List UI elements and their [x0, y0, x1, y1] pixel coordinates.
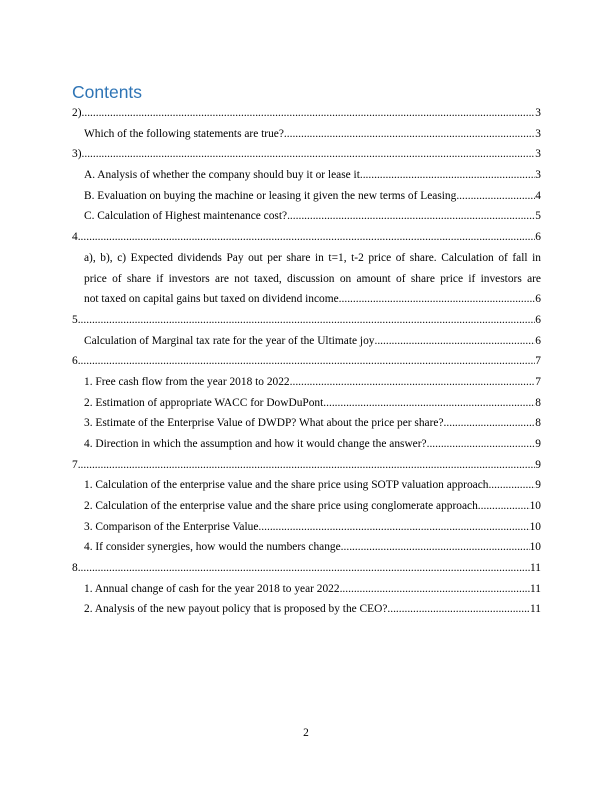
toc-entry-title: 3) [72, 148, 82, 161]
toc-entry-page: 11 [530, 582, 541, 595]
toc-entry-8-2[interactable] [72, 600, 541, 621]
toc-dot-leader [427, 434, 536, 455]
toc-entry-page: 3 [535, 148, 541, 161]
toc-entry-title: 8. [72, 562, 81, 575]
toc-dot-leader [478, 496, 530, 517]
toc-entry-page: 3 [535, 169, 541, 182]
toc-dot-leader [81, 351, 536, 372]
toc-entry-6-2[interactable] [72, 393, 541, 414]
toc-entry-3a[interactable] [72, 165, 541, 186]
toc-dot-leader [81, 558, 530, 579]
page-number: 2 [303, 727, 309, 739]
toc-entry-4abc-line2: price of share if investors are not taxed, discussion on amount of share price if investors are [84, 272, 541, 285]
toc-entry-8-1[interactable] [72, 579, 541, 600]
toc-entry-page: 6 [535, 334, 541, 347]
toc-dot-leader [339, 289, 536, 310]
toc-entry-page: 8 [535, 396, 541, 409]
toc-entry-title: Calculation of Marginal tax rate for the year of the Ultimate joy [84, 334, 375, 347]
toc-dot-leader [82, 103, 536, 124]
toc-entry-title: 6. [72, 355, 81, 368]
toc-entry-title: Which of the following statements are true? [84, 127, 284, 140]
toc-dot-leader [323, 393, 535, 414]
toc-entry-3c[interactable] [72, 206, 541, 227]
toc-dot-leader [82, 144, 536, 165]
toc-entry-title: 4. If consider synergies, how would the numbers change [84, 541, 341, 554]
toc-entry-title: C. Calculation of Highest maintenance cost? [84, 210, 288, 223]
toc-entry-title: 5. [72, 313, 81, 326]
toc-dot-leader [456, 186, 535, 207]
toc-entry-6-4[interactable] [72, 434, 541, 455]
toc-entry-title: 4. Direction in which the assumption and how it would change the answer? [84, 437, 427, 450]
toc-entry-page: 10 [529, 500, 541, 513]
toc-entry-7-3[interactable] [72, 517, 541, 538]
toc-entry-2[interactable] [72, 103, 541, 124]
toc-dot-leader [340, 579, 530, 600]
toc-entry-4abc[interactable] [72, 248, 541, 310]
toc-entry-page: 6 [535, 313, 541, 326]
toc-dot-leader [290, 372, 536, 393]
toc-dot-leader [287, 206, 535, 227]
toc-entry-title: 3. Estimate of the Enterprise Value of DWDP? What about the price per share? [84, 417, 444, 430]
toc-entry-title: 1. Free cash flow from the year 2018 to 2022 [84, 375, 290, 388]
toc-entry-page: 7 [535, 375, 541, 388]
toc-entry-7-4[interactable] [72, 537, 541, 558]
toc-entry-8[interactable] [72, 558, 541, 579]
toc-entry-page: 9 [535, 479, 541, 492]
toc-dot-leader [284, 124, 535, 145]
toc-entry-title: 4. [72, 231, 81, 244]
toc-entry-4[interactable] [72, 227, 541, 248]
toc-dot-leader [360, 165, 535, 186]
toc-entry-title: 1. Calculation of the enterprise value and the share price using SOTP valuation approach [84, 479, 489, 492]
toc-entry-5[interactable] [72, 310, 541, 331]
toc-entry-page: 7 [535, 355, 541, 368]
toc-entry-4abc-page: 6 [535, 293, 541, 306]
toc-entry-page: 11 [530, 603, 541, 616]
toc-entry-page: 10 [529, 541, 541, 554]
toc-dot-leader [81, 310, 536, 331]
toc-dot-leader [444, 413, 536, 434]
toc-entry-title: B. Evaluation on buying the machine or leasing it given the new terms of Leasing [84, 189, 457, 202]
toc-dot-leader [81, 227, 536, 248]
toc-entry-3b[interactable] [72, 186, 541, 207]
toc-entry-page: 10 [529, 520, 541, 533]
toc-entry-4abc-line1: a), b), c) Expected dividends Pay out per share in t=1, t-2 price of share. Calculation of fall in [84, 251, 541, 264]
toc-entry-page: 6 [535, 231, 541, 244]
toc-entry-title: 3. Comparison of the Enterprise Value [84, 520, 259, 533]
toc-entry-page: 5 [535, 210, 541, 223]
toc-entry-title: 2. Estimation of appropriate WACC for DowDuPont [84, 396, 324, 409]
toc-entry-6[interactable] [72, 351, 541, 372]
toc-entry-page: 9 [535, 458, 541, 471]
toc-entry-page: 3 [535, 106, 541, 119]
toc-entry-7[interactable] [72, 455, 541, 476]
toc-entry-7-1[interactable] [72, 475, 541, 496]
toc-entry-title: 2) [72, 106, 82, 119]
toc-entry-3[interactable] [72, 144, 541, 165]
toc-entry-2-statements[interactable] [72, 124, 541, 145]
toc-entry-page: 3 [535, 127, 541, 140]
toc-entry-4abc-line3: not taxed on capital gains but taxed on dividend income [84, 293, 339, 306]
toc-dot-leader [341, 537, 530, 558]
toc-entry-title: 2. Calculation of the enterprise value and the share price using conglomerate approach [84, 500, 478, 513]
toc-entry-6-3[interactable] [72, 413, 541, 434]
toc-dot-leader [258, 517, 529, 538]
toc-heading: Contents [72, 82, 143, 102]
toc-entry-page: 4 [535, 189, 541, 202]
toc-dot-leader [374, 331, 535, 352]
toc-entry-title: A. Analysis of whether the company should buy it or lease it [84, 169, 360, 182]
toc-entry-6-1[interactable] [72, 372, 541, 393]
toc-entry-title: 2. Analysis of the new payout policy that is proposed by the CEO? [84, 603, 388, 616]
toc-entry-7-2[interactable] [72, 496, 541, 517]
toc-entry-5-marginal-tax[interactable] [72, 331, 541, 352]
toc-dot-leader [387, 599, 530, 620]
table-of-contents [72, 103, 541, 620]
toc-dot-leader [81, 455, 536, 476]
toc-entry-page: 9 [535, 437, 541, 450]
toc-entry-title: 1. Annual change of cash for the year 2018 to year 2022 [84, 582, 340, 595]
toc-entry-title: 7. [72, 458, 81, 471]
toc-dot-leader [488, 475, 535, 496]
toc-entry-page: 11 [530, 562, 541, 575]
toc-entry-page: 8 [535, 417, 541, 430]
